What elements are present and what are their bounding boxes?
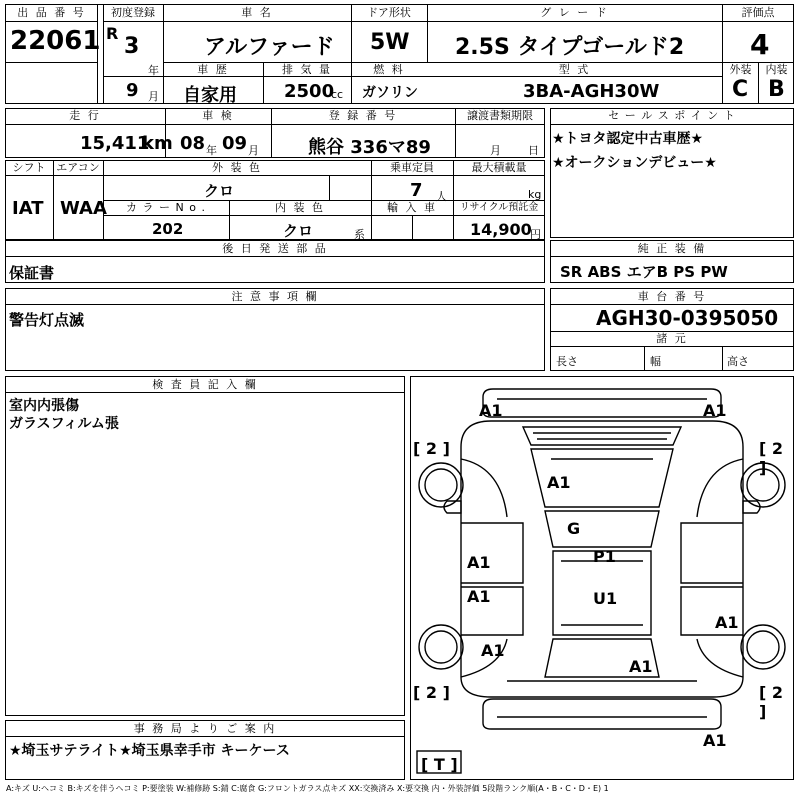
legend: A:キズ U:ヘコミ B:キズを伴うヘコミ P:要塗装 W:補修跡 S:錆 C:腐食 G:フロントガラス点キズ XX:交換済み X:要交換 内・外装評価 5段階ランク順(A・B・C・D・E) 1	[6, 784, 609, 793]
interior-label: 内装	[765, 63, 788, 76]
max-load-label: 最大積載量	[471, 161, 527, 174]
mark-windshield: G	[567, 519, 581, 538]
era-letter: R	[106, 24, 119, 43]
door-value: 5W	[370, 30, 410, 55]
model-value: 3BA-AGH30W	[523, 81, 660, 102]
parts-label: 後 日 発 送 部 品	[222, 242, 328, 255]
mark-tire: [ T ]	[421, 755, 458, 774]
inspection-label: 車 検	[202, 109, 234, 122]
ext-color-value: クロ	[204, 182, 235, 200]
lot-label: 出 品 番 号	[17, 6, 86, 19]
grade-value: 2.5S タイプゴールド2	[455, 35, 685, 60]
transfer-day-unit: 日	[528, 144, 539, 157]
model-label: 型 式	[558, 63, 591, 76]
import-label: 輸 入 車	[387, 201, 437, 214]
displacement-unit: cc	[331, 88, 344, 101]
inspection-month-unit: 月	[248, 144, 259, 157]
spec-label: 諸 元	[656, 332, 688, 345]
notes-label: 注 意 事 項 欄	[231, 290, 319, 303]
reg-year: 3	[124, 34, 140, 59]
color-no-value: 202	[152, 220, 184, 238]
int-color-label: 内 装 色	[275, 201, 325, 214]
int-color-unit: 系	[354, 228, 365, 241]
score-value: 4	[750, 28, 770, 61]
capacity-label: 乗車定員	[390, 161, 434, 174]
exterior-label: 外装	[729, 63, 752, 76]
mileage-unit: km	[142, 133, 173, 154]
recycle-value: 14,900	[470, 220, 532, 239]
mark-right-rear-panel: A1	[715, 613, 739, 632]
grade-label: グ レ ー ド	[540, 6, 609, 19]
ext-color-label: 外 装 色	[212, 161, 262, 174]
capacity-unit: 人	[436, 190, 447, 203]
inspection-month: 09	[222, 133, 248, 154]
inspector-label: 検 査 員 記 入 欄	[152, 378, 258, 391]
inspection-year: 08	[180, 133, 206, 154]
first-reg-label: 初度登録	[111, 6, 155, 19]
mark-hood: A1	[547, 473, 571, 492]
mark-left-front-door: A1	[467, 553, 491, 572]
recycle-unit: 円	[530, 228, 541, 241]
mark-front-left: A1	[479, 401, 503, 420]
chassis-value: AGH30-0395050	[596, 306, 779, 330]
int-color-value: クロ	[283, 222, 314, 240]
mark-roof: P1	[593, 547, 616, 566]
displacement-label: 排 気 量	[282, 63, 332, 76]
car-outline	[411, 377, 793, 779]
sales-point-1: ★トヨタ認定中古車歴★	[552, 131, 704, 147]
width-label: 幅	[650, 355, 661, 368]
mileage-value: 15,411	[80, 133, 150, 154]
chassis-label: 車 台 番 号	[637, 290, 707, 303]
sales-point-label: セ ー ル ス ポ イ ン ト	[608, 109, 736, 122]
office-label: 事 務 局 よ り ご 案 内	[133, 722, 277, 735]
equip-value: SR ABS エアB PS PW	[560, 263, 728, 281]
mileage-label: 走 行	[69, 109, 101, 122]
reg-no-label: 登 録 番 号	[328, 109, 398, 122]
score-label: 評価点	[741, 6, 775, 19]
mark-left-quarter: A1	[481, 641, 505, 660]
fuel-label: 燃 料	[373, 63, 405, 76]
mark-bracket-lr: [ 2 ]	[759, 683, 784, 721]
notes-value: 警告灯点滅	[9, 311, 85, 329]
transfer-label: 譲渡書類期限	[467, 109, 533, 122]
history-value: 自家用	[183, 85, 237, 106]
length-label: 長さ	[556, 355, 578, 368]
reg-year-unit: 年	[148, 64, 159, 77]
shift-label: シフト	[12, 161, 46, 174]
capacity-value: 7	[410, 180, 423, 201]
inspector-line-1: 室内内張傷	[9, 398, 79, 414]
interior-value: B	[768, 77, 785, 102]
sales-point-2: ★オークションデビュー★	[552, 155, 717, 171]
shift-value: IAT	[12, 198, 44, 219]
reg-month-unit: 月	[148, 90, 159, 103]
car-name: アルファード	[204, 35, 335, 60]
mark-bracket-ur: [ 2 ]	[759, 439, 784, 477]
recycle-label: リサイクル預託金	[459, 202, 539, 213]
car-diagram	[410, 376, 794, 780]
mark-bracket-ul: [ 2 ]	[413, 439, 450, 458]
mark-rear-bumper: A1	[703, 731, 727, 750]
mark-roof-rear: U1	[593, 589, 618, 608]
parts-value: 保証書	[9, 264, 55, 282]
transfer-month-unit: 月	[490, 144, 501, 157]
mark-left-rear-door: A1	[467, 587, 491, 606]
mark-front-right: A1	[703, 401, 727, 420]
history-label: 車 歴	[197, 63, 229, 76]
ac-label: エアコン	[56, 161, 100, 174]
inspector-line-2: ガラスフィルム張	[9, 416, 119, 432]
fuel-value: ガソリン	[362, 85, 418, 101]
exterior-value: C	[732, 77, 749, 102]
equip-label: 純 正 装 備	[637, 242, 707, 255]
reg-month: 9	[126, 80, 139, 101]
inspection-year-unit: 年	[206, 144, 217, 157]
door-label: ドア形状	[367, 6, 411, 19]
lot-number: 22061	[10, 26, 101, 56]
color-no-label: カ ラ ー N o .	[126, 201, 206, 214]
height-label: 高さ	[727, 355, 749, 368]
displacement-value: 2500	[284, 81, 335, 102]
ac-value: WAA	[60, 198, 107, 219]
mark-bracket-ll: [ 2 ]	[413, 683, 450, 702]
reg-no-value: 熊谷 336マ89	[308, 137, 431, 158]
mark-rear-center: A1	[629, 657, 653, 676]
office-value: ★埼玉サテライト★埼玉県幸手市 キーケース	[9, 743, 290, 759]
car-name-label: 車 名	[241, 6, 273, 19]
max-load-unit: kg	[528, 188, 542, 201]
